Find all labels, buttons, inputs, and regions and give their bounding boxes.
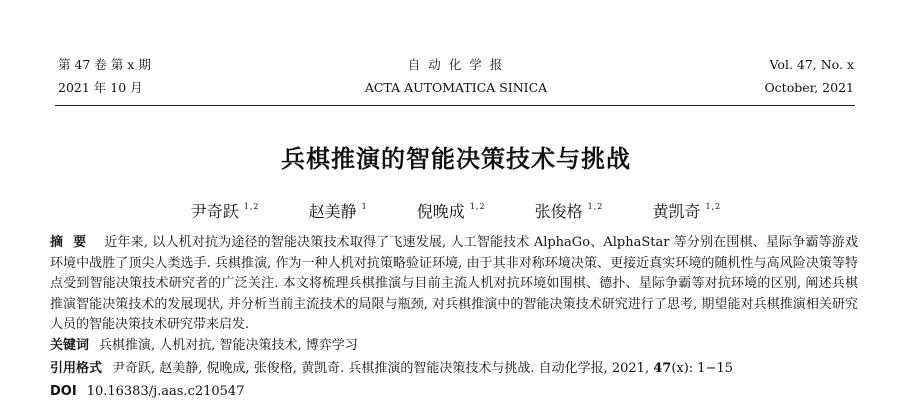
abstract-label: 摘要 bbox=[50, 235, 97, 250]
author-affiliation: 1,2 bbox=[705, 202, 722, 211]
author-affiliation: 1,2 bbox=[243, 202, 260, 211]
paper-title: 兵棋推演的智能决策技术与挑战 bbox=[281, 144, 631, 173]
author: 倪晚成 $^{1,2}$ bbox=[416, 202, 486, 221]
journal-name-cn: 自 动 化 学 报 bbox=[407, 57, 505, 72]
author-affiliation: 1 bbox=[361, 202, 368, 211]
doi-label: DOI bbox=[50, 384, 77, 399]
author: 赵美静 $^1$ bbox=[308, 202, 368, 221]
author: 黄凯奇 $^{1,2}$ bbox=[652, 202, 722, 221]
citation-volume: 47 bbox=[653, 361, 672, 376]
volume-date: October, 2021 bbox=[764, 80, 854, 95]
citation bbox=[50, 359, 733, 379]
header-rule bbox=[55, 105, 855, 106]
issue-info: 第 47 卷 第 x 期 bbox=[58, 57, 151, 72]
keywords-label: 关键词 bbox=[50, 338, 90, 353]
abstract bbox=[50, 233, 858, 336]
citation-pages: (x): 1−15 bbox=[671, 361, 734, 376]
keywords bbox=[50, 336, 358, 356]
author: 尹奇跃 $^{1,2}$ bbox=[190, 202, 260, 221]
doi bbox=[50, 382, 244, 402]
author-affiliation: 1,2 bbox=[469, 202, 486, 211]
author-list bbox=[0, 199, 912, 222]
author-affiliation: 1,2 bbox=[587, 202, 604, 211]
citation-text: 尹奇跃, 赵美静, 倪晚成, 张俊格, 黄凯奇. 兵棋推演的智能决策技术与挑战. 自动化学报, 2021, bbox=[112, 361, 654, 376]
issue-date: 2021 年 10 月 bbox=[58, 80, 143, 95]
journal-name-en: ACTA AUTOMATICA SINICA bbox=[364, 80, 548, 95]
volume-info: Vol. 47, No. x bbox=[769, 57, 854, 72]
author: 张俊格 $^{1,2}$ bbox=[534, 202, 604, 221]
keywords-text: 兵棋推演, 人机对抗, 智能决策技术, 博弈学习 bbox=[99, 338, 358, 353]
doi-text[interactable]: 10.16383/j.aas.c210547 bbox=[86, 384, 245, 399]
abstract-text: 近年来, 以人机对抗为途径的智能决策技术取得了飞速发展, 人工智能技术 AlphaGo、AlphaStar 等分别在围棋、星际争霸等游戏环境中战胜了顶尖人类选手. 兵棋推演, 作为一种人机对抗策略验证环境, 由于其非对称环境决策、更接近真实环境的随机性与高风险决策等特点受到智能决策技术研究者的广泛关注. 本文将梳理兵棋推演与目前主流人机对抗环境如围棋、德扑、星际争霸等对抗环境的区别, 阐述兵棋推演智能决策技术的发展现状, 并分析当前主流技术的局限与瓶颈, 对兵棋推演中的智能决策技术研究进行了思考, 期望能对兵棋推演相关研究人员的智能决策技术研究带来启发. bbox=[50, 235, 858, 332]
citation-label: 引用格式 bbox=[50, 361, 103, 376]
